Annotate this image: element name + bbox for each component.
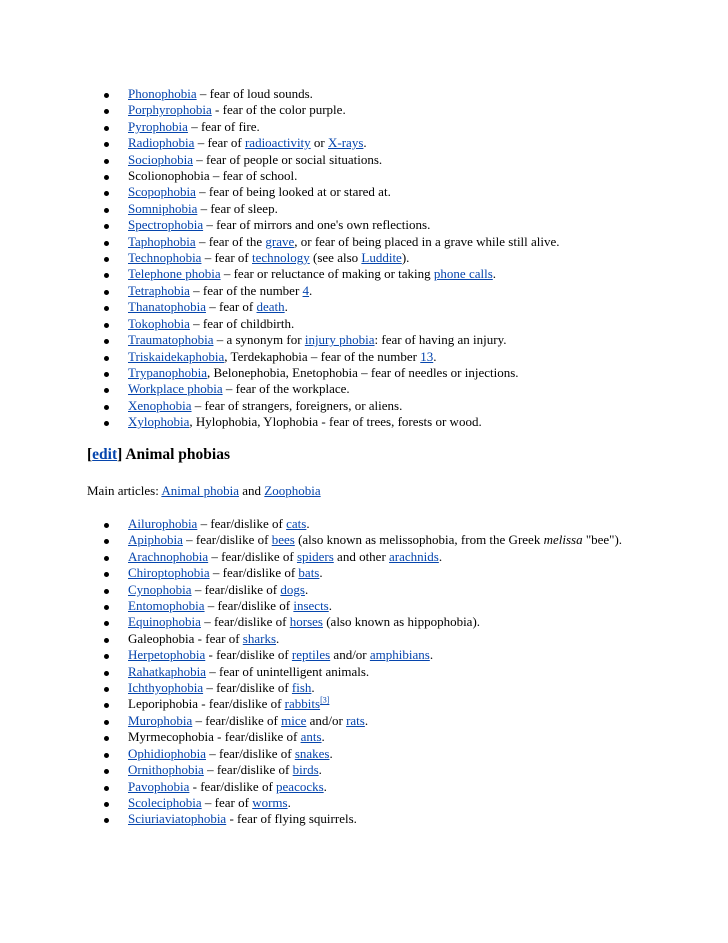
- wiki-link[interactable]: snakes: [294, 745, 330, 761]
- wiki-link[interactable]: spiders: [296, 548, 334, 564]
- list-item: [0, 398, 728, 414]
- bullet-icon: [104, 818, 109, 823]
- wiki-link[interactable]: Phonophobia: [128, 86, 197, 101]
- link-animal-phobia[interactable]: Animal phobia: [161, 483, 240, 498]
- list-item: [0, 762, 728, 778]
- item-text: "bee").: [582, 532, 623, 548]
- list-item: [0, 746, 728, 762]
- bullet-icon: [104, 802, 109, 807]
- wiki-link[interactable]: death: [256, 299, 285, 315]
- wiki-link[interactable]: Traumatophobia: [128, 332, 214, 348]
- phobia-list-misc: [0, 86, 728, 431]
- wiki-link[interactable]: Cynophobia: [128, 581, 192, 597]
- item-text: .: [287, 794, 291, 810]
- item-text: Galeophobia - fear of: [128, 630, 243, 646]
- list-item: [0, 680, 728, 696]
- wiki-link[interactable]: Apiphobia: [128, 532, 183, 548]
- wiki-link[interactable]: peacocks: [276, 778, 324, 794]
- bullet-icon: [104, 126, 109, 131]
- main-articles-and: and: [239, 483, 265, 498]
- wiki-link[interactable]: Ornithophobia: [128, 762, 204, 778]
- wiki-link[interactable]: fish: [291, 680, 312, 696]
- bullet-icon: [104, 388, 109, 393]
- item-text: : fear of having an injury.: [374, 332, 507, 348]
- bullet-icon: [104, 523, 109, 528]
- bullet-icon: [104, 539, 109, 544]
- section-heading-animal-phobias: [87, 446, 230, 464]
- item-text: Scolionophobia – fear of school.: [128, 168, 298, 184]
- wiki-link[interactable]: reptiles: [291, 647, 331, 663]
- bullet-icon: [104, 605, 109, 610]
- link-zoophobia[interactable]: Zoophobia: [264, 483, 321, 498]
- item-text: ).: [401, 250, 410, 266]
- wiki-link[interactable]: ants: [300, 729, 322, 745]
- wiki-link[interactable]: worms: [252, 794, 288, 810]
- wiki-link[interactable]: bees: [271, 532, 295, 548]
- wiki-link[interactable]: rats: [346, 712, 365, 728]
- wiki-link[interactable]: sharks: [242, 630, 276, 646]
- list-item: [0, 365, 728, 381]
- item-text: – fear/dislike of: [203, 680, 292, 696]
- wiki-link[interactable]: birds: [292, 762, 319, 778]
- item-text: – fear of childbirth.: [189, 315, 295, 331]
- wiki-link[interactable]: bats: [298, 565, 320, 581]
- wiki-link[interactable]: Chiroptophobia: [128, 565, 210, 581]
- item-text: – fear of the number: [189, 282, 303, 298]
- item-text: .: [328, 598, 332, 614]
- wiki-link[interactable]: horses: [289, 614, 323, 630]
- wiki-link[interactable]: Spectrophobia: [128, 217, 204, 233]
- list-item: [0, 316, 728, 332]
- item-text: – fear of: [205, 299, 257, 315]
- edit-bracket-open: [: [87, 446, 93, 463]
- item-text: – fear of: [194, 135, 245, 151]
- list-item: [0, 119, 728, 135]
- list-item: [0, 234, 728, 250]
- item-text: – fear/dislike of: [209, 565, 299, 581]
- wiki-link[interactable]: Ophidiophobia: [128, 745, 206, 761]
- edit-link[interactable]: edit: [92, 446, 118, 463]
- bullet-icon: [104, 159, 109, 164]
- item-text: – fear of: [201, 250, 252, 266]
- wiki-link[interactable]: Somniphobia: [128, 200, 198, 216]
- bullet-icon: [104, 356, 109, 361]
- bullet-icon: [104, 93, 109, 98]
- list-item: [0, 532, 728, 548]
- list-item: [0, 598, 728, 614]
- list-item: [0, 168, 728, 184]
- wiki-link[interactable]: Sciuriaviatophobia: [128, 811, 227, 827]
- section-title: Animal phobias: [122, 446, 230, 463]
- item-text: – fear of: [201, 794, 253, 810]
- item-text: .: [321, 729, 325, 745]
- wiki-link[interactable]: Luddite: [361, 250, 402, 266]
- item-text: – fear/dislike of: [200, 614, 290, 630]
- item-text: .: [433, 348, 437, 364]
- item-text: – fear/dislike of: [182, 532, 272, 548]
- list-item: [0, 696, 728, 712]
- list-item: [0, 614, 728, 630]
- item-text: or: [310, 135, 329, 151]
- item-text: .: [309, 282, 313, 298]
- bullet-icon: [104, 323, 109, 328]
- item-text: and other: [333, 548, 390, 564]
- item-text: – fear of unintelligent animals.: [205, 663, 370, 679]
- bullet-icon: [104, 109, 109, 114]
- wiki-link[interactable]: cats: [286, 516, 307, 531]
- edit-bracket-close: ]: [117, 446, 123, 463]
- list-item: [0, 184, 728, 200]
- wiki-link[interactable]: arachnids: [389, 548, 439, 564]
- wiki-link[interactable]: Equinophobia: [128, 614, 201, 630]
- bullet-icon: [104, 572, 109, 577]
- bullet-icon: [104, 654, 109, 659]
- item-text: – fear/dislike of: [203, 762, 293, 778]
- wiki-link[interactable]: Herpetophobia: [128, 647, 206, 663]
- wiki-link[interactable]: Scoleciphobia: [128, 794, 202, 810]
- list-item: [0, 549, 728, 565]
- bullet-icon: [104, 142, 109, 147]
- wiki-link[interactable]: Porphyrophobia: [128, 102, 212, 118]
- item-text: .: [329, 745, 333, 761]
- list-item: [0, 135, 728, 151]
- list-item: [0, 779, 728, 795]
- bullet-icon: [104, 589, 109, 594]
- bullet-icon: [104, 720, 109, 725]
- wiki-link[interactable]: radioactivity: [244, 135, 311, 151]
- wiki-link[interactable]: insects: [293, 598, 329, 614]
- item-text: – fear of strangers, foreigners, or aliens.: [191, 397, 403, 413]
- item-text: – fear of loud sounds.: [196, 86, 313, 101]
- wiki-link[interactable]: Xylophobia: [128, 414, 190, 430]
- item-text: .: [364, 712, 369, 728]
- item-text: .: [363, 135, 367, 151]
- wiki-link[interactable]: grave: [265, 233, 295, 249]
- wiki-link[interactable]: injury phobia: [304, 332, 375, 348]
- bullet-icon: [104, 224, 109, 229]
- wiki-link[interactable]: dogs: [280, 581, 305, 597]
- bullet-icon: [104, 621, 109, 626]
- item-text: .: [304, 581, 309, 597]
- item-text: – fear of the workplace.: [222, 381, 350, 397]
- bullet-icon: [104, 786, 109, 791]
- item-text: – a synonym for: [213, 332, 305, 348]
- item-text: .: [492, 266, 497, 282]
- phobia-list-animals: [0, 516, 728, 828]
- item-text: – fear/dislike of: [197, 516, 287, 531]
- wiki-link[interactable]: [3]: [320, 696, 330, 706]
- item-text: – fear of people or social situations.: [193, 151, 383, 167]
- bullet-icon: [104, 638, 109, 643]
- wiki-link[interactable]: Rahatkaphobia: [128, 663, 206, 679]
- list-item: [0, 664, 728, 680]
- wiki-link[interactable]: Pavophobia: [128, 778, 190, 794]
- list-item: [0, 266, 728, 282]
- bullet-icon: [104, 736, 109, 741]
- list-item: [0, 201, 728, 217]
- bullet-icon: [104, 421, 109, 426]
- item-text: (see also: [309, 250, 362, 266]
- list-item: [0, 795, 728, 811]
- item-text: – fear/dislike of: [206, 745, 295, 761]
- list-item: [0, 332, 728, 348]
- wiki-link[interactable]: mice: [281, 712, 307, 728]
- bullet-icon: [104, 339, 109, 344]
- wiki-link[interactable]: Triskaidekaphobia: [128, 348, 225, 364]
- list-item: [0, 217, 728, 233]
- bullet-icon: [104, 191, 109, 196]
- item-text: Myrmecophobia - fear/dislike of: [128, 729, 301, 745]
- bullet-icon: [104, 703, 109, 708]
- bullet-icon: [104, 175, 109, 180]
- wiki-link[interactable]: Radiophobia: [128, 135, 195, 151]
- citation-ref: [320, 696, 329, 705]
- wiki-link[interactable]: Xenophobia: [128, 397, 192, 413]
- item-text: – fear of sleep.: [197, 200, 278, 216]
- item-text: .: [438, 548, 443, 564]
- bullet-icon: [104, 306, 109, 311]
- list-item: [0, 299, 728, 315]
- item-text: , or fear of being placed in a grave while still alive.: [294, 233, 560, 249]
- wiki-link[interactable]: Scopophobia: [128, 184, 196, 200]
- wiki-link[interactable]: amphibians: [369, 647, 430, 663]
- item-text: , Hylophobia, Ylophobia - fear of trees, forests or wood.: [189, 414, 482, 430]
- italic-text: melissa: [543, 532, 583, 548]
- item-text: .: [306, 516, 310, 531]
- item-text: , Belonephobia, Enetophobia – fear of needles or injections.: [206, 364, 519, 380]
- list-item: [0, 516, 728, 532]
- item-text: (also known as hippophobia).: [322, 614, 481, 630]
- item-text: – fear/dislike of: [208, 548, 297, 564]
- wiki-link[interactable]: Sociophobia: [128, 151, 193, 167]
- list-item: [0, 283, 728, 299]
- item-text: – fear/dislike of: [192, 712, 282, 728]
- list-item: [0, 713, 728, 729]
- bullet-icon: [104, 257, 109, 262]
- item-text: and/or: [330, 647, 370, 663]
- wiki-link[interactable]: Entomophobia: [128, 598, 205, 614]
- item-text: - fear of the color purple.: [211, 102, 346, 118]
- item-text: .: [319, 565, 323, 581]
- item-text: , Terdekaphobia – fear of the number: [224, 348, 421, 364]
- item-text: – fear of mirrors and one's own reflections.: [203, 217, 431, 233]
- list-item: [0, 582, 728, 598]
- item-text: .: [311, 680, 315, 696]
- wiki-link[interactable]: X-rays: [328, 135, 364, 151]
- wiki-link[interactable]: 4: [302, 282, 310, 298]
- wiki-link[interactable]: Ichthyophobia: [128, 680, 204, 696]
- item-text: – fear/dislike of: [191, 581, 281, 597]
- item-text: - fear/dislike of: [189, 778, 277, 794]
- list-item: [0, 565, 728, 581]
- item-text: Leporiphobia - fear/dislike of: [128, 696, 285, 712]
- wiki-link[interactable]: Technophobia: [128, 250, 202, 266]
- wiki-link[interactable]: rabbits: [284, 696, 321, 712]
- wiki-link[interactable]: 13: [420, 348, 434, 364]
- wiki-link[interactable]: Workplace phobia: [128, 381, 223, 397]
- wiki-link[interactable]: Tokophobia: [128, 315, 190, 331]
- item-text: – fear or reluctance of making or taking: [220, 266, 434, 282]
- item-text: - fear/dislike of: [205, 647, 292, 663]
- wiki-link[interactable]: Thanatophobia: [128, 299, 206, 315]
- item-text: – fear/dislike of: [204, 598, 294, 614]
- list-item: [0, 414, 728, 430]
- bullet-icon: [104, 273, 109, 278]
- main-articles-prefix: Main articles:: [87, 483, 162, 498]
- item-text: (also known as melissophobia, from the Greek: [294, 532, 544, 548]
- wiki-link[interactable]: Murophobia: [128, 712, 193, 728]
- item-text: – fear of fire.: [187, 118, 260, 134]
- item-text: .: [429, 647, 434, 663]
- list-item: [0, 102, 728, 118]
- wiki-link[interactable]: Pyrophobia: [128, 118, 188, 134]
- wiki-link[interactable]: Telephone phobia: [128, 266, 221, 282]
- list-item: [0, 631, 728, 647]
- bullet-icon: [104, 208, 109, 213]
- item-text: - fear of flying squirrels.: [226, 811, 357, 827]
- bullet-icon: [104, 671, 109, 676]
- list-item: [0, 250, 728, 266]
- item-text: .: [323, 778, 327, 794]
- item-text: .: [318, 762, 322, 778]
- list-item: [0, 381, 728, 397]
- bullet-icon: [104, 405, 109, 410]
- wiki-link[interactable]: Ailurophobia: [128, 516, 198, 531]
- list-item: [0, 729, 728, 745]
- list-item: [0, 811, 728, 827]
- bullet-icon: [104, 753, 109, 758]
- item-text: – fear of the: [195, 233, 266, 249]
- item-text: and/or: [306, 712, 347, 728]
- bullet-icon: [104, 241, 109, 246]
- bullet-icon: [104, 290, 109, 295]
- bullet-icon: [104, 372, 109, 377]
- wiki-link[interactable]: Trypanophobia: [128, 364, 207, 380]
- main-articles-note: [87, 483, 321, 499]
- item-text: .: [276, 630, 280, 646]
- wiki-link[interactable]: Tetraphobia: [128, 282, 190, 298]
- item-text: – fear of being looked at or stared at.: [195, 184, 391, 200]
- bullet-icon: [104, 769, 109, 774]
- item-text: .: [284, 299, 288, 315]
- wiki-link[interactable]: Taphophobia: [128, 233, 196, 249]
- list-item: [0, 647, 728, 663]
- bullet-icon: [104, 687, 109, 692]
- list-item: [0, 86, 728, 102]
- wiki-link[interactable]: technology: [252, 250, 310, 266]
- list-item: [0, 349, 728, 365]
- bullet-icon: [104, 556, 109, 561]
- list-item: [0, 152, 728, 168]
- wiki-link[interactable]: phone calls: [433, 266, 493, 282]
- wiki-link[interactable]: Arachnophobia: [128, 548, 209, 564]
